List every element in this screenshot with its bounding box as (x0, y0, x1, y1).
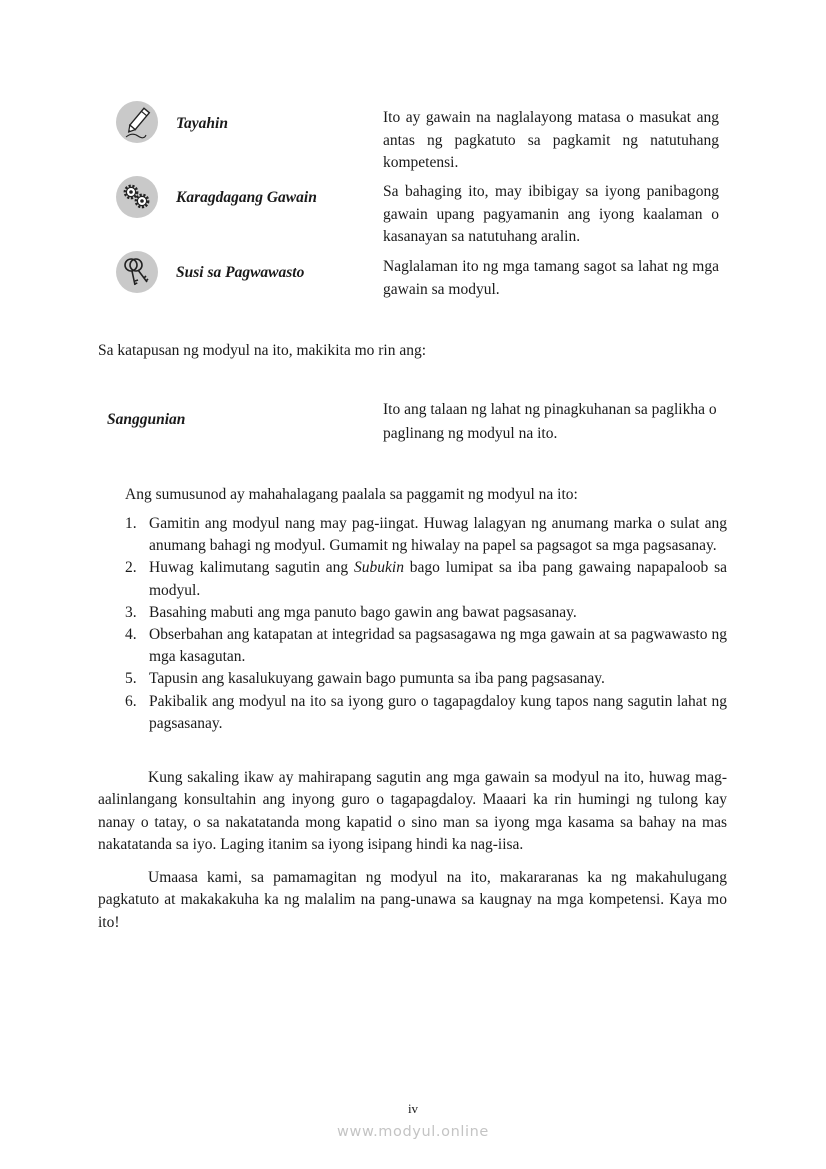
list-item (125, 624, 727, 668)
list-item (125, 691, 727, 735)
list-text: Pakibalik ang modyul na ito sa iyong guro o tagapagdaloy kung tapos nang sagutin lahat ng pagsasanay. (149, 692, 727, 732)
end-section-intro: Sa katapusan ng modyul na ito, makikita mo rin ang: (98, 342, 427, 359)
list-text: Basahing mabuti ang mga panuto bago gawin ang bawat pagsasanay. (149, 603, 577, 621)
gears-icon (116, 176, 158, 218)
list-number: 4. (125, 626, 137, 644)
list-number: 6. (125, 692, 137, 710)
sanggunian-description: Ito ang talaan ng lahat ng pinagkuhanan sa paglikha o paglinang ng modyul na ito. (383, 401, 717, 442)
list-text-italic: Subukin (354, 559, 404, 577)
list-text: bago lumipat sa iba pang gawaing napapaloob sa modyul. (149, 559, 727, 599)
keys-icon (116, 251, 158, 293)
list-text: Obserbahan ang katapatan at integridad sa pagsasagawa ng mga gawain at sa pagwawasto ng mga kasagutan. (149, 626, 727, 666)
list-text: Gamitin ang modyul nang may pag-iingat. Huwag lalagyan ng anumang marka o sulat ang anumang bahagi ng modyul. Gumamit ng hiwalay na papel sa pagsagot sa mga pagsasanay. (149, 515, 727, 555)
sanggunian-label: Sanggunian (107, 411, 186, 428)
list-item (125, 513, 727, 557)
closing-paragraph: Umaasa kami, sa pamamagitan ng modyul na ito, makararanas ka ng makahulugang pagkatuto at makakakuha ka ng malalim na pang-unawa sa kaugnay na mga kompetensi. Kaya mo ito! (98, 869, 727, 931)
list-text: Huwag kalimutang sagutin ang (149, 559, 355, 577)
list-text: Tapusin ang kasalukuyang gawain bago pumunta sa iba pang pagsasanay. (149, 670, 605, 688)
pencil-icon (116, 101, 158, 143)
list-item (125, 602, 727, 624)
list-item (125, 557, 727, 601)
watermark: www.modyul.online (337, 1124, 489, 1140)
row-label: Karagdagang Gawain (176, 189, 317, 206)
page-number: iv (407, 1101, 419, 1116)
row-label: Tayahin (176, 115, 228, 132)
row-description: Sa bahaging ito, may ibibigay sa iyong panibagong gawain upang pagyamanin ang iyong kaalaman o kasanayan sa natutuhang aralin. (383, 183, 719, 245)
row-description: Naglalaman ito ng mga tamang sagot sa lahat ng mga gawain sa modyul. (383, 258, 719, 298)
list-item (125, 668, 727, 690)
list-number: 5. (125, 670, 137, 688)
row-label: Susi sa Pagwawasto (176, 264, 305, 281)
list-number: 2. (125, 559, 137, 577)
reminders-intro: Ang sumusunod ay mahahalagang paalala sa paggamit ng modyul na ito: (125, 486, 578, 503)
reminders-list (125, 513, 727, 735)
help-paragraph: Kung sakaling ikaw ay mahirapang sagutin ang mga gawain sa modyul na ito, huwag mag-aalinlangang konsultahin ang inyong guro o tagapagdaloy. Maaari ka rin humingi ng tulong kay nanay o tatay, o sa nakatatanda mong kapatid o sino man sa iyong mga kasama sa bahay na mas nakatatanda sa iyo. Laging itanim sa iyong isipang hindi ka nag-iisa. (98, 769, 727, 853)
row-description: Ito ay gawain na naglalayong matasa o masukat ang antas ng pagkatuto sa pagkamit ng natutuhang kompetensi. (383, 109, 719, 171)
list-number: 1. (125, 515, 137, 532)
list-number: 3. (125, 603, 137, 621)
